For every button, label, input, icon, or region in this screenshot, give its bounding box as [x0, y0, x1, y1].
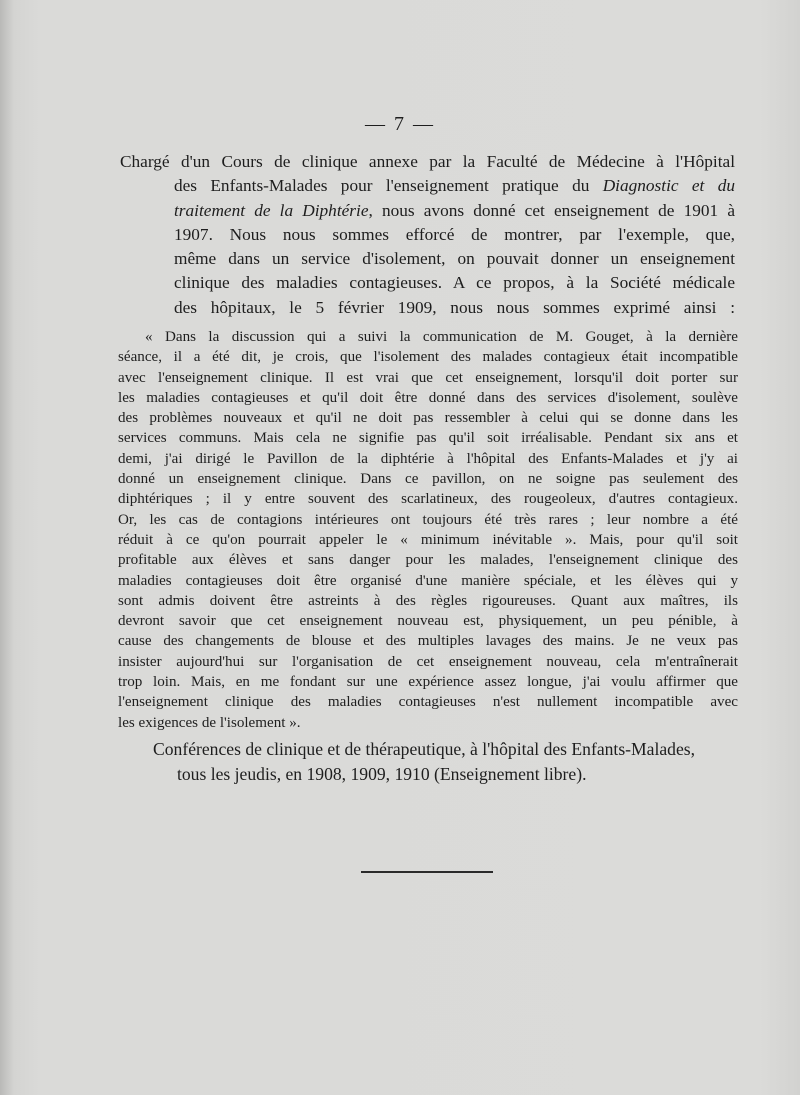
quote-line: l'enseignement clinique des maladies contagieuses n'est nullement incompatible avec — [118, 694, 738, 711]
quote-line: « Dans la discussion qui a suivi la communication de M. Gouget, à la dernière — [145, 329, 738, 345]
conferences-line: Conférences de clinique et de thérapeutique, à l'hôpital des Enfants-Malades, — [153, 739, 696, 759]
quote-line: devront savoir que cet enseignement nouveau est, physiquement, un peu pénible, à — [118, 613, 738, 630]
intro-line: des hôpitaux, le 5 février 1909, nous nous sommes exprimé ainsi : — [174, 297, 735, 317]
intro-line: des Enfants-Malades pour l'enseignement pratique du Diagnostic et du — [174, 176, 735, 196]
quote-line: donné un enseignement clinique. Dans ce pavillon, on ne soigne pas seulement des — [118, 471, 738, 488]
conferences-line: tous les jeudis, en 1908, 1909, 1910 (Enseignement libre). — [177, 764, 587, 784]
section-divider-rule — [361, 871, 493, 873]
intro-line: même dans un service d'isolement, on pouvait donner un enseignement — [174, 249, 735, 269]
quote-line: séance, il a été dit, je crois, que l'isolement des malades contagieux était incompatible — [118, 349, 738, 366]
quote-line: diphtériques ; il y entre souvent des scarlatineux, des rougeoleux, d'autres contagieux. — [118, 491, 738, 508]
intro-line: 1907. Nous nous sommes efforcé de montrer, par l'exemple, que, — [174, 224, 735, 244]
intro-line: traitement de la Diphtérie, nous avons donné cet enseignement de 1901 à — [174, 200, 735, 220]
quote-line: profitable aux élèves et sans danger pour les malades, l'enseignement clinique des — [118, 552, 738, 569]
quote-line: des problèmes nouveaux et qu'il ne doit pas ressembler à celui qui se donne dans les — [118, 410, 738, 427]
quote-line: maladies contagieuses doit être organisé d'une manière spéciale, et les élèves qui y — [118, 572, 738, 589]
intro-paragraph — [120, 150, 735, 320]
quote-line: réduit à ce qu'on pourrait appeler le « minimum inévitable ». Mais, pour qu'il soit — [118, 531, 738, 548]
intro-line: clinique des maladies contagieuses. A ce propos, à la Société médicale — [174, 273, 735, 293]
quote-line: insister aujourd'hui sur l'organisation de cet enseignement nouveau, cela m'entraînerait — [118, 653, 738, 670]
quote-line: cause des changements de blouse et des multiples lavages des mains. Je ne veux pas — [118, 633, 738, 650]
quote-line: demi, j'ai dirigé le Pavillon de la diphtérie à l'hôpital des Enfants-Malades et j'y ai — [118, 450, 738, 467]
intro-line: Chargé d'un Cours de clinique annexe par la Faculté de Médecine à l'Hôpital — [120, 152, 735, 171]
quote-line: trop loin. Mais, en me fondant sur une expérience assez longue, j'ai voulu affirmer que — [118, 674, 738, 691]
quote-line: Or, les cas de contagions intérieures ont toujours été très rares ; leur nombre a été — [118, 511, 738, 528]
quote-line: les maladies contagieuses et qu'il doit être donné dans des services d'isolement, soulève — [118, 389, 738, 406]
conferences-paragraph — [153, 737, 743, 787]
quoted-passage — [118, 327, 738, 733]
quote-line: avec l'enseignement clinique. Il est vrai que cet enseignement, lorsqu'il doit porter sur — [118, 369, 738, 386]
quote-line: les exigences de l'isolement ». — [118, 714, 301, 731]
quote-line: sont admis doivent être astreints à des règles rigoureuses. Quant aux maîtres, ils — [118, 592, 738, 609]
page-number: — 7 — — [365, 113, 435, 135]
quote-line: services communs. Mais cela ne signifie pas qu'il soit irréalisable. Pendant six ans et — [118, 430, 738, 447]
